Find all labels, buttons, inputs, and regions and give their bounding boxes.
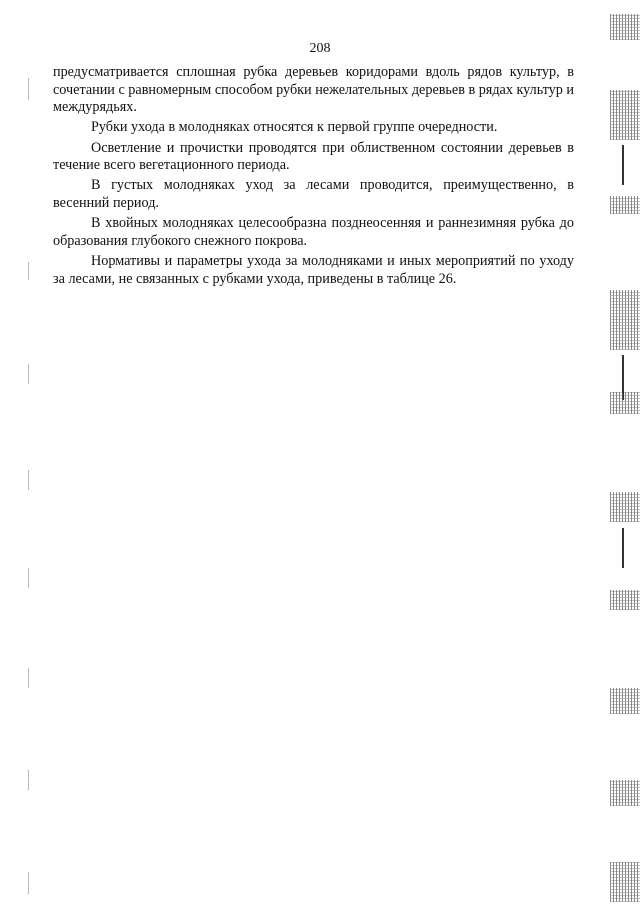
paragraph-5: В хвойных молодняках целесообразна позднеосенняя и раннезимняя рубка до образования глубокого снежного покрова. <box>53 215 574 249</box>
scan-artifact <box>610 90 640 140</box>
document-body <box>53 64 574 291</box>
binding-mark <box>28 364 29 384</box>
binding-mark <box>28 470 29 490</box>
scan-artifact <box>610 14 640 40</box>
scan-artifact <box>610 290 640 350</box>
scan-artifact <box>610 392 640 414</box>
page-number: 208 <box>309 41 331 56</box>
scan-artifact <box>610 862 640 902</box>
scan-artifact <box>610 196 640 214</box>
paragraph-3: Осветление и прочистки проводятся при облиственном состоянии деревьев в течение всего вегетационного периода. <box>53 139 574 174</box>
binding-mark <box>28 668 29 688</box>
binding-mark <box>28 872 29 894</box>
binding-mark <box>28 262 29 280</box>
scan-artifact <box>610 688 640 714</box>
paragraph-6: Нормативы и параметры ухода за молодняками и иных мероприятий по уходу за лесами, не связанных с рубками ухода, приведены в таблице 26. <box>53 252 574 287</box>
paragraph-4: В густых молодняках уход за лесами проводится, преимущественно, в весенний период. <box>53 177 574 211</box>
scan-artifact <box>622 528 624 568</box>
binding-mark <box>28 770 29 790</box>
scan-artifact <box>622 145 624 185</box>
scan-artifact <box>610 492 640 522</box>
binding-mark <box>28 78 29 100</box>
paragraph-2: Рубки ухода в молодняках относятся к первой группе очередности. <box>91 119 498 136</box>
binding-mark <box>28 568 29 588</box>
scan-artifact <box>610 780 640 806</box>
paragraph-1: предусматривается сплошная рубка деревьев коридорами вдоль рядов культур, в сочетании с равномерным способом рубки нежелательных деревьев в рядах культур и междурядьях. <box>53 64 574 116</box>
scan-artifact <box>610 590 640 610</box>
